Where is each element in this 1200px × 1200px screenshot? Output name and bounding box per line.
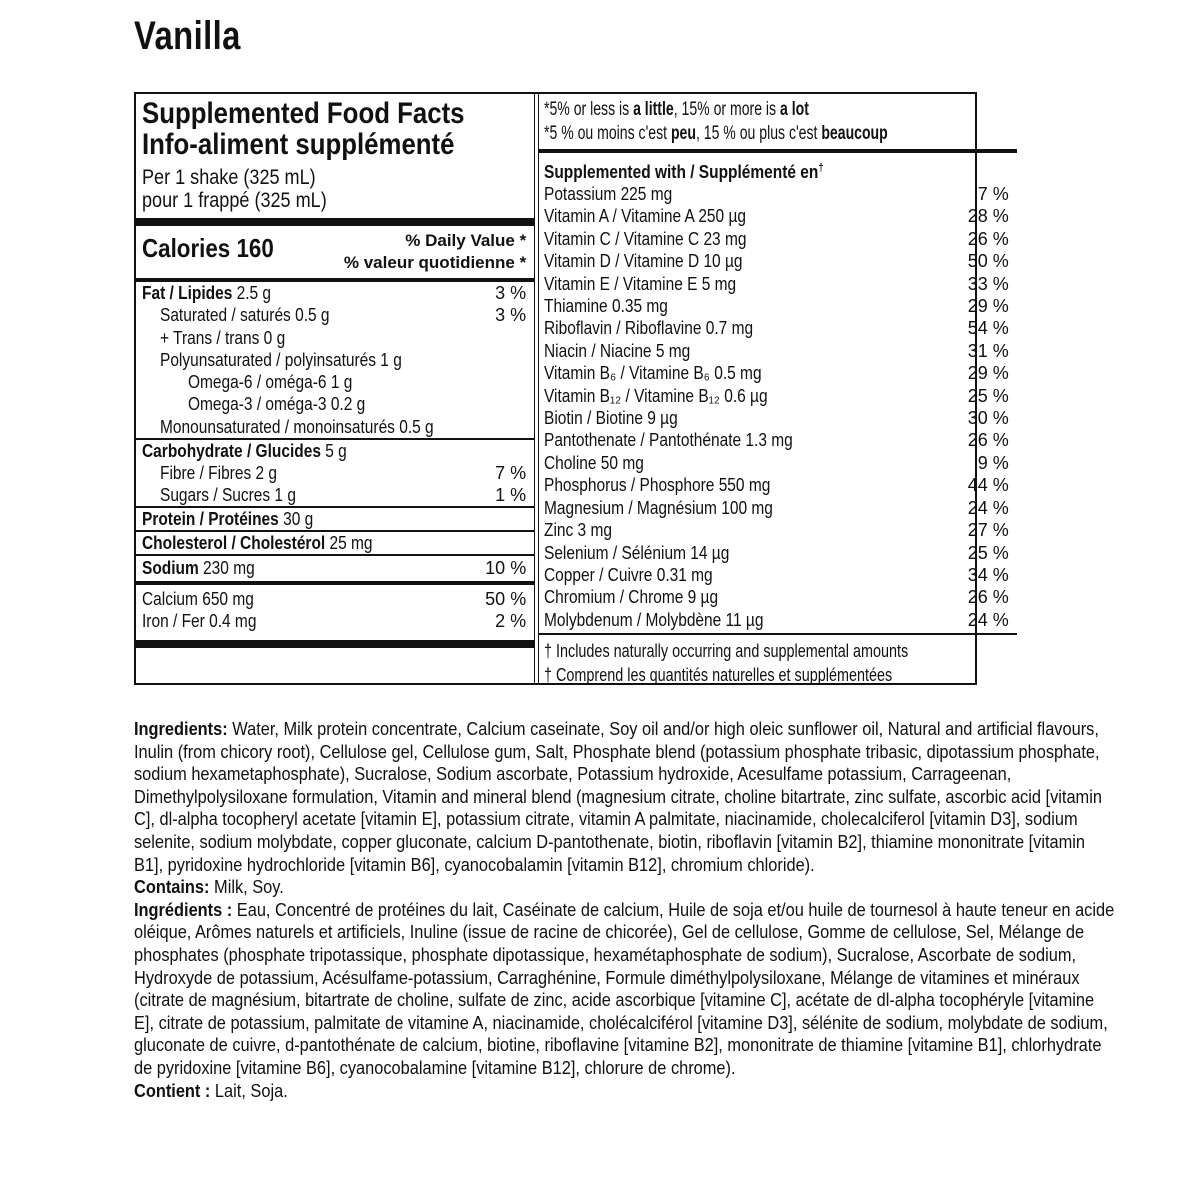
nutrient-amount: Sugars / Sucres 1 g	[160, 485, 296, 506]
vitamin-label: Phosphorus / Phosphore 550 mg	[544, 475, 771, 496]
sodium-amount: 230 mg	[198, 557, 255, 578]
nutrient-row	[142, 416, 526, 438]
protein-row	[142, 508, 526, 530]
nutrition-facts-panel	[134, 92, 1009, 685]
nutrient-pct: 7 %	[495, 462, 527, 483]
nutrient-row	[142, 282, 526, 304]
vitamin-row	[544, 228, 1009, 250]
vitamin-label: Vitamin E / Vitamine E 5 mg	[544, 273, 737, 294]
mineral-section	[142, 588, 526, 633]
ingredients-block	[134, 718, 1194, 1102]
vitamin-label: Biotin / Biotine 9 µg	[544, 408, 678, 429]
vitamin-pct: 29 %	[967, 296, 1009, 317]
protein-amount: 30 g	[278, 508, 314, 529]
dv-fr: % valeur quotidienne *	[343, 253, 527, 272]
nutrient-pct	[478, 416, 526, 438]
dv-en: % Daily Value *	[405, 231, 527, 250]
title-fr: Info-aliment supplémenté	[142, 128, 455, 161]
nutrient-row	[142, 393, 526, 415]
serving-size	[142, 166, 526, 212]
nutrient-amount: Polyunsaturated / polyinsaturés 1 g	[160, 349, 402, 370]
vitamin-row	[544, 586, 1009, 608]
vitamin-label: Pantothenate / Pantothénate 1.3 mg	[544, 430, 793, 451]
vitamin-row	[544, 542, 1009, 564]
vitamin-section	[544, 183, 1009, 631]
divider-medium	[539, 149, 1017, 153]
vitamin-pct: 9 %	[977, 452, 1009, 473]
vitamin-row	[544, 250, 1009, 272]
supplemented-header: Supplemented with / Supplémenté en†	[544, 162, 824, 182]
panel-title	[142, 98, 526, 160]
vitamin-label: Vitamin C / Vitamine C 23 mg	[544, 228, 747, 249]
fat-section	[142, 282, 526, 438]
vitamin-pct: 24 %	[967, 497, 1009, 518]
nutrient-row	[142, 440, 526, 462]
vitamin-label: Magnesium / Magnésium 100 mg	[544, 497, 774, 518]
vitamin-pct: 24 %	[967, 609, 1009, 630]
nutrient-row	[142, 588, 526, 610]
sodium-label: Sodium	[142, 557, 199, 578]
nutrient-amount: Fibre / Fibres 2 g	[160, 462, 278, 483]
nutrient-pct: 50 %	[485, 588, 527, 609]
vitamin-row	[544, 385, 1009, 407]
divider-thin	[136, 554, 534, 556]
nutrient-row	[142, 462, 526, 484]
nutrient-amount: Calcium 650 mg	[142, 588, 254, 609]
vitamin-label: Thiamine 0.35 mg	[544, 296, 669, 317]
vitamin-row	[544, 362, 1009, 384]
vitamin-pct: 25 %	[967, 542, 1009, 563]
dagger-footnote	[544, 639, 1009, 687]
vitamin-pct: 26 %	[967, 587, 1009, 608]
vitamin-label: Vitamin A / Vitamine A 250 µg	[544, 206, 747, 227]
nutrient-pct: 2 %	[495, 611, 527, 632]
vitamin-row	[544, 407, 1009, 429]
sodium-row	[142, 557, 526, 579]
nutrient-row	[142, 484, 526, 506]
divider-bottom	[136, 640, 534, 648]
nutrient-name: Carbohydrate / Glucides	[142, 440, 321, 461]
serving-fr: pour 1 frappé (325 mL)	[142, 189, 327, 212]
vitamin-label: Vitamin B₁₂ / Vitamine B₁₂ 0.6 µg	[544, 385, 768, 406]
vitamin-pct: 34 %	[967, 564, 1009, 585]
vitamin-row	[544, 497, 1009, 519]
nutrition-right-column	[538, 94, 1017, 683]
ingredients-en: Ingredients: Water, Milk protein concentrate, Calcium caseinate, Soy oil and/or high oleic sunflower oil, Natural and artificial flavours, Inulin (from chicory root), Cellulose gel, Cellulose gum, Salt, Phosphate blend (potassium phosphate tribasic, dipotassium phosphate, sodium hexametaphosphate), Sucralose, Sodium ascorbate, Potassium hydroxide, Acesulfame potassium, Carrageenan, Dimethylpolysiloxane formulation, Vitamin and mineral blend (magnesium citrate, choline bitartrate, zinc sulfate, ascorbic acid [vitamin C], dl-alpha tocopheryl acetate [vitamin E], potassium citrate, vitamin A palmitate, niacinamide, cholecalciferol [vitamin D3], sodium selenite, sodium molybdate, copper gluconate, calcium D-pantothenate, biotin, riboflavin [vitamin B2], thiamine mononitrate [vitamin B1], pyridoxine hydrochloride [vitamin B6], cyanocobalamin [vitamin B12], chromium chloride).	[134, 718, 1102, 875]
contains-fr: Contient : Lait, Soja.	[134, 1079, 288, 1101]
vitamin-row	[544, 519, 1009, 541]
vitamin-row	[544, 474, 1009, 496]
vitamin-pct: 50 %	[967, 251, 1009, 272]
vitamin-row	[544, 205, 1009, 227]
footnote-fr: *5 % ou moins c'est peu, 15 % ou plus c'est beaucoup	[544, 123, 888, 144]
serving-en: Per 1 shake (325 mL)	[142, 166, 316, 189]
nutrient-amount: 2.5 g	[232, 283, 272, 303]
vitamin-label: Copper / Cuivre 0.31 mg	[544, 564, 713, 585]
vitamin-pct: 26 %	[967, 228, 1009, 249]
vitamin-pct: 28 %	[967, 206, 1009, 227]
divider-thin	[539, 633, 1017, 635]
nutrient-pct: 1 %	[495, 485, 527, 506]
vitamin-row	[544, 564, 1009, 586]
protein-label: Protein / Protéines	[142, 508, 279, 529]
vitamin-row	[544, 273, 1009, 295]
calories-label: Calories 160	[142, 233, 274, 263]
vitamin-row	[544, 183, 1009, 205]
nutrition-left-column	[136, 94, 535, 683]
title-en: Supplemented Food Facts	[142, 97, 465, 130]
nutrient-amount: Iron / Fer 0.4 mg	[142, 611, 257, 632]
ingredients-fr: Ingrédients : Eau, Concentré de protéines du lait, Caséinate de calcium, Huile de soja et/ou huile de tournesol à haute teneur en acide oléique, Arômes naturels et artificiels, Inuline (issue de racine de chicorée), Gel de cellulose, Gomme de cellulose, Sel, Mélange de phosphates (phosphate tripotassique, phosphate dipotassique, hexamétaphosphate de sodium), Sucralose, Ascorbate de sodium, Hydroxyde de potassium, Acésulfame-potassium, Carraghénine, Formule diméthylpolysiloxane, Mélange de vitamines et minéraux (citrate de magnésium, bitartrate de choline, sulfate de zinc, acide ascorbique [vitamine C], acétate de dl-alpha tocophéryle [vitamine E], citrate de potassium, palmitate de vitamine A, niacinamide, cholécalciférol [vitamine D3], sélénite de sodium, molybdate de sodium, gluconate de cuivre, d-pantothénate de calcium, biotine, riboflavine [vitamine B2], mononitrate de thiamine [vitamine B1], chlorhydrate de pyridoxine [vitamine B6], cyanocobalamine [vitamine B12], chlorure de chrome).	[134, 898, 1115, 1078]
nutrient-amount: Omega-3 / oméga-3 0.2 g	[188, 394, 366, 415]
sodium-pct: 10 %	[485, 557, 527, 578]
vitamin-pct: 30 %	[967, 408, 1009, 429]
nutrient-row	[142, 304, 526, 326]
cholesterol-amount: 25 mg	[325, 532, 373, 553]
footnote-en: *5% or less is a little, 15% or more is a lot	[544, 99, 810, 120]
divider-thick	[136, 218, 534, 226]
daily-value-header	[344, 230, 526, 276]
vitamin-label: Molybdenum / Molybdène 11 µg	[544, 609, 764, 630]
vitamin-pct: 31 %	[967, 340, 1009, 361]
vitamin-label: Zinc 3 mg	[544, 520, 613, 541]
nutrient-pct	[478, 349, 526, 371]
vitamin-label: Niacin / Niacine 5 mg	[544, 340, 691, 361]
vitamin-pct: 27 %	[967, 520, 1009, 541]
vitamin-row	[544, 340, 1009, 362]
vitamin-label: Vitamin D / Vitamine D 10 µg	[544, 251, 743, 272]
vitamin-pct: 44 %	[967, 475, 1009, 496]
vitamin-pct: 33 %	[967, 273, 1009, 294]
vitamin-row	[544, 295, 1009, 317]
vitamin-pct: 26 %	[967, 430, 1009, 451]
vitamin-row	[544, 452, 1009, 474]
nutrient-amount: Monounsaturated / monoinsaturés 0.5 g	[160, 416, 434, 437]
dagger-en: † Includes naturally occurring and supplemental amounts	[544, 640, 909, 661]
vitamin-label: Chromium / Chrome 9 µg	[544, 587, 719, 608]
nutrient-row	[142, 327, 526, 349]
nutrient-row	[142, 371, 526, 393]
nutrient-name: Fat / Lipides	[142, 283, 233, 303]
nutrient-amount: 5 g	[320, 440, 347, 461]
nutrient-amount: + Trans / trans 0 g	[160, 327, 286, 348]
flavor-title: Vanilla	[134, 14, 241, 58]
divider-medium	[136, 581, 534, 585]
calories-row	[142, 230, 526, 276]
dagger-fr: † Comprend les quantités naturelles et supplémentées	[544, 664, 893, 685]
dv-footnote	[544, 98, 1009, 146]
vitamin-pct: 29 %	[967, 363, 1009, 384]
vitamin-label: Selenium / Sélénium 14 µg	[544, 542, 730, 563]
vitamin-pct: 25 %	[967, 385, 1009, 406]
nutrient-pct	[478, 327, 526, 349]
nutrient-pct	[478, 393, 526, 415]
cholesterol-label: Cholesterol / Cholestérol	[142, 532, 326, 553]
nutrient-pct	[478, 440, 526, 462]
vitamin-row	[544, 317, 1009, 339]
nutrient-row	[142, 349, 526, 371]
nutrient-amount: Saturated / saturés 0.5 g	[160, 305, 330, 326]
cholesterol-row	[142, 532, 526, 554]
nutrient-pct: 3 %	[495, 305, 527, 326]
vitamin-label: Vitamin B₆ / Vitamine B₆ 0.5 mg	[544, 363, 762, 384]
vitamin-row	[544, 429, 1009, 451]
vitamin-pct: 54 %	[967, 318, 1009, 339]
vitamin-label: Choline 50 mg	[544, 452, 645, 473]
nutrient-pct: 3 %	[495, 283, 527, 303]
nutrient-amount: Omega-6 / oméga-6 1 g	[188, 372, 353, 393]
contains-en: Contains: Milk, Soy.	[134, 876, 284, 898]
vitamin-row	[544, 609, 1009, 631]
vitamin-label: Riboflavin / Riboflavine 0.7 mg	[544, 318, 754, 339]
nutrient-row	[142, 610, 526, 632]
vitamin-label: Potassium 225 mg	[544, 184, 673, 204]
nutrient-pct	[478, 371, 526, 393]
vitamin-pct: 7 %	[977, 184, 1009, 204]
carb-section	[142, 440, 526, 507]
